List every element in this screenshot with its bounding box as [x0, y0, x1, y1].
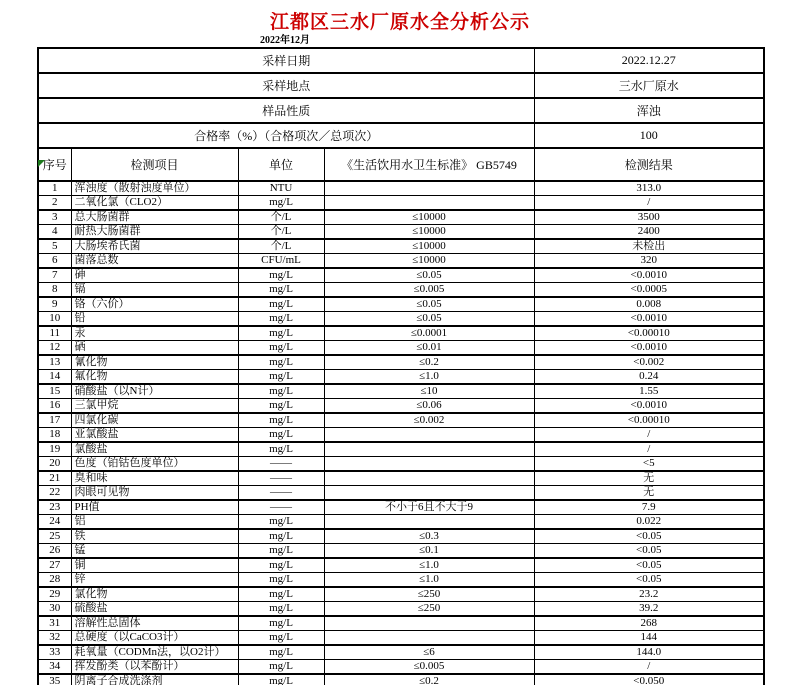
report-month: 2022年12月	[260, 35, 310, 46]
item-name: 铜	[71, 558, 238, 573]
row-number: 27	[38, 558, 71, 573]
row-number: 35	[38, 674, 71, 685]
unit: mg/L	[238, 355, 324, 370]
info-row	[38, 73, 764, 98]
row-number: 21	[38, 471, 71, 486]
row-number: 16	[38, 399, 71, 414]
standard-limit: ≤0.05	[324, 268, 534, 283]
row-number: 9	[38, 297, 71, 312]
table-row	[38, 544, 764, 559]
item-name: 臭和味	[71, 471, 238, 486]
row-number: 6	[38, 254, 71, 269]
standard-limit: ≤10000	[324, 254, 534, 269]
result-value: <0.00010	[534, 326, 764, 341]
table-row	[38, 181, 764, 196]
table-row	[38, 428, 764, 443]
info-tbody	[38, 48, 764, 148]
result-value: <5	[534, 457, 764, 472]
standard-limit: ≤0.0001	[324, 326, 534, 341]
row-number: 26	[38, 544, 71, 559]
unit: mg/L	[238, 413, 324, 428]
table-row	[38, 341, 764, 356]
table-row	[38, 399, 764, 414]
result-value: <0.050	[534, 674, 764, 685]
standard-limit: ≤10	[324, 384, 534, 399]
standard-limit: ≤0.05	[324, 297, 534, 312]
standard-limit: ≤0.2	[324, 674, 534, 685]
item-name: 硝酸盐（以N计）	[71, 384, 238, 399]
result-value: <0.05	[534, 529, 764, 544]
row-number: 23	[38, 500, 71, 515]
standard-limit: ≤1.0	[324, 573, 534, 588]
result-value: /	[534, 428, 764, 443]
item-name: 氰化物	[71, 355, 238, 370]
unit: mg/L	[238, 558, 324, 573]
table-row	[38, 486, 764, 501]
table-row	[38, 602, 764, 617]
table-row	[38, 631, 764, 646]
row-number: 31	[38, 616, 71, 631]
unit: ——	[238, 457, 324, 472]
unit: mg/L	[238, 573, 324, 588]
row-number: 13	[38, 355, 71, 370]
header-result: 检测结果	[534, 148, 764, 181]
table-row	[38, 370, 764, 385]
info-value: 浑浊	[534, 98, 764, 123]
table-row	[38, 239, 764, 254]
table-row	[38, 196, 764, 211]
info-label: 样品性质	[38, 98, 534, 123]
row-number: 2	[38, 196, 71, 211]
data-tbody	[38, 181, 764, 685]
item-name: 硒	[71, 341, 238, 356]
standard-limit	[324, 616, 534, 631]
header-item: 检测项目	[71, 148, 238, 181]
standard-limit: ≤10000	[324, 239, 534, 254]
info-label: 采样地点	[38, 73, 534, 98]
table-row	[38, 616, 764, 631]
row-number: 18	[38, 428, 71, 443]
table-row	[38, 210, 764, 225]
standard-limit	[324, 457, 534, 472]
info-row	[38, 48, 764, 73]
unit: 个/L	[238, 210, 324, 225]
item-name: 浑浊度（散射浊度单位）	[71, 181, 238, 196]
result-value: 268	[534, 616, 764, 631]
item-name: 四氯化碳	[71, 413, 238, 428]
standard-limit	[324, 196, 534, 211]
standard-limit: ≤1.0	[324, 558, 534, 573]
row-number: 4	[38, 225, 71, 240]
standard-limit: ≤0.01	[324, 341, 534, 356]
row-number: 5	[38, 239, 71, 254]
table-header-row	[38, 148, 764, 181]
result-value: <0.05	[534, 558, 764, 573]
unit: mg/L	[238, 297, 324, 312]
table-row	[38, 413, 764, 428]
result-value: 7.9	[534, 500, 764, 515]
info-label: 合格率（%）（合格项次／总项次）	[38, 123, 534, 148]
header-standard: 《生活饮用水卫生标准》 GB5749	[324, 148, 534, 181]
unit: mg/L	[238, 326, 324, 341]
row-number: 28	[38, 573, 71, 588]
standard-limit: ≤10000	[324, 225, 534, 240]
result-value: 0.022	[534, 515, 764, 530]
excel-corner-triangle-icon	[38, 160, 45, 167]
result-value: <0.05	[534, 544, 764, 559]
standard-limit: ≤0.005	[324, 660, 534, 675]
unit: 个/L	[238, 225, 324, 240]
result-value: 23.2	[534, 587, 764, 602]
item-name: 硫酸盐	[71, 602, 238, 617]
table-row	[38, 529, 764, 544]
item-name: 铅	[71, 312, 238, 327]
standard-limit: ≤6	[324, 645, 534, 660]
table-row	[38, 355, 764, 370]
table-row	[38, 312, 764, 327]
row-number: 34	[38, 660, 71, 675]
unit: mg/L	[238, 399, 324, 414]
standard-limit: ≤250	[324, 602, 534, 617]
unit: mg/L	[238, 631, 324, 646]
row-number: 19	[38, 442, 71, 457]
table-row	[38, 558, 764, 573]
item-name: 锰	[71, 544, 238, 559]
unit: NTU	[238, 181, 324, 196]
unit: mg/L	[238, 616, 324, 631]
table-row	[38, 254, 764, 269]
standard-limit: ≤0.002	[324, 413, 534, 428]
unit: mg/L	[238, 196, 324, 211]
item-name: 亚氯酸盐	[71, 428, 238, 443]
result-value: 320	[534, 254, 764, 269]
standard-limit: ≤250	[324, 587, 534, 602]
item-name: 镉	[71, 283, 238, 298]
standard-limit	[324, 486, 534, 501]
unit: mg/L	[238, 645, 324, 660]
standard-limit	[324, 631, 534, 646]
unit: mg/L	[238, 674, 324, 685]
unit: mg/L	[238, 341, 324, 356]
item-name: 二氧化氯（CLO2）	[71, 196, 238, 211]
row-number: 3	[38, 210, 71, 225]
unit: mg/L	[238, 515, 324, 530]
result-value: /	[534, 442, 764, 457]
table-row	[38, 660, 764, 675]
item-name: PH值	[71, 500, 238, 515]
item-name: 大肠埃希氏菌	[71, 239, 238, 254]
standard-limit: ≤10000	[324, 210, 534, 225]
table-row	[38, 442, 764, 457]
table-row	[38, 645, 764, 660]
item-name: 铁	[71, 529, 238, 544]
result-value: 0.24	[534, 370, 764, 385]
unit: mg/L	[238, 544, 324, 559]
item-name: 铬（六价）	[71, 297, 238, 312]
result-value: 无	[534, 486, 764, 501]
standard-limit	[324, 428, 534, 443]
result-value: 1.55	[534, 384, 764, 399]
item-name: 挥发酚类（以苯酚计）	[71, 660, 238, 675]
item-name: 耐热大肠菌群	[71, 225, 238, 240]
item-name: 菌落总数	[71, 254, 238, 269]
item-name: 肉眼可见物	[71, 486, 238, 501]
table-row	[38, 587, 764, 602]
info-value: 2022.12.27	[534, 48, 764, 73]
result-value: /	[534, 660, 764, 675]
result-value: /	[534, 196, 764, 211]
item-name: 砷	[71, 268, 238, 283]
standard-limit	[324, 181, 534, 196]
item-name: 耗氧量（CODMn法，以O2计）	[71, 645, 238, 660]
standard-limit	[324, 515, 534, 530]
row-number: 32	[38, 631, 71, 646]
unit: mg/L	[238, 529, 324, 544]
item-name: 总硬度（以CaCO3计）	[71, 631, 238, 646]
result-value: 313.0	[534, 181, 764, 196]
standard-limit: ≤0.3	[324, 529, 534, 544]
row-number: 22	[38, 486, 71, 501]
unit: mg/L	[238, 428, 324, 443]
unit: 个/L	[238, 239, 324, 254]
standard-limit: ≤1.0	[324, 370, 534, 385]
item-name: 锌	[71, 573, 238, 588]
row-number: 29	[38, 587, 71, 602]
info-row	[38, 98, 764, 123]
result-value: 0.008	[534, 297, 764, 312]
item-name: 汞	[71, 326, 238, 341]
row-number: 25	[38, 529, 71, 544]
unit: mg/L	[238, 312, 324, 327]
info-label: 采样日期	[38, 48, 534, 73]
header-unit: 单位	[238, 148, 324, 181]
row-number: 30	[38, 602, 71, 617]
result-value: <0.0005	[534, 283, 764, 298]
item-name: 色度（铂钴色度单位）	[71, 457, 238, 472]
result-value: 144	[534, 631, 764, 646]
result-value: 39.2	[534, 602, 764, 617]
row-number: 11	[38, 326, 71, 341]
row-number: 33	[38, 645, 71, 660]
table-row	[38, 297, 764, 312]
result-value: 无	[534, 471, 764, 486]
table-row	[38, 268, 764, 283]
table-row	[38, 573, 764, 588]
row-number: 15	[38, 384, 71, 399]
item-name: 三氯甲烷	[71, 399, 238, 414]
unit: mg/L	[238, 384, 324, 399]
standard-limit: ≤0.1	[324, 544, 534, 559]
table-row	[38, 225, 764, 240]
unit: mg/L	[238, 268, 324, 283]
unit: ——	[238, 486, 324, 501]
row-number: 14	[38, 370, 71, 385]
result-value: 2400	[534, 225, 764, 240]
table-row	[38, 283, 764, 298]
item-name: 氯酸盐	[71, 442, 238, 457]
result-value: <0.002	[534, 355, 764, 370]
row-number: 24	[38, 515, 71, 530]
table-row	[38, 326, 764, 341]
standard-limit: ≤0.05	[324, 312, 534, 327]
info-value: 100	[534, 123, 764, 148]
table-row	[38, 674, 764, 685]
header-seq: 序号	[38, 148, 71, 181]
item-name: 阴离子合成洗涤剂	[71, 674, 238, 685]
item-name: 总大肠菌群	[71, 210, 238, 225]
unit: mg/L	[238, 283, 324, 298]
standard-limit: ≤0.06	[324, 399, 534, 414]
standard-limit	[324, 471, 534, 486]
row-number: 20	[38, 457, 71, 472]
item-name: 溶解性总固体	[71, 616, 238, 631]
result-value: 未检出	[534, 239, 764, 254]
result-value: <0.0010	[534, 399, 764, 414]
result-value: <0.0010	[534, 268, 764, 283]
table-row	[38, 457, 764, 472]
standard-limit: 不小于6且不大于9	[324, 500, 534, 515]
item-name: 氟化物	[71, 370, 238, 385]
table-row	[38, 515, 764, 530]
result-value: 144.0	[534, 645, 764, 660]
unit: ——	[238, 500, 324, 515]
row-number: 8	[38, 283, 71, 298]
unit: mg/L	[238, 587, 324, 602]
unit: ——	[238, 471, 324, 486]
info-value: 三水厂原水	[534, 73, 764, 98]
result-value: <0.0010	[534, 341, 764, 356]
info-row	[38, 123, 764, 148]
result-value: <0.0010	[534, 312, 764, 327]
item-name: 铝	[71, 515, 238, 530]
row-number: 1	[38, 181, 71, 196]
unit: CFU/mL	[238, 254, 324, 269]
row-number: 17	[38, 413, 71, 428]
unit: mg/L	[238, 660, 324, 675]
standard-limit: ≤0.005	[324, 283, 534, 298]
result-value: <0.00010	[534, 413, 764, 428]
item-name: 氯化物	[71, 587, 238, 602]
page-title: 江都区三水厂原水全分析公示	[269, 12, 530, 33]
standard-limit: ≤0.2	[324, 355, 534, 370]
unit: mg/L	[238, 602, 324, 617]
row-number: 10	[38, 312, 71, 327]
row-number: 7	[38, 268, 71, 283]
result-value: 3500	[534, 210, 764, 225]
standard-limit	[324, 442, 534, 457]
table-row	[38, 471, 764, 486]
unit: mg/L	[238, 442, 324, 457]
unit: mg/L	[238, 370, 324, 385]
result-value: <0.05	[534, 573, 764, 588]
table-row	[38, 384, 764, 399]
analysis-table	[37, 47, 765, 685]
row-number: 12	[38, 341, 71, 356]
table-row	[38, 500, 764, 515]
